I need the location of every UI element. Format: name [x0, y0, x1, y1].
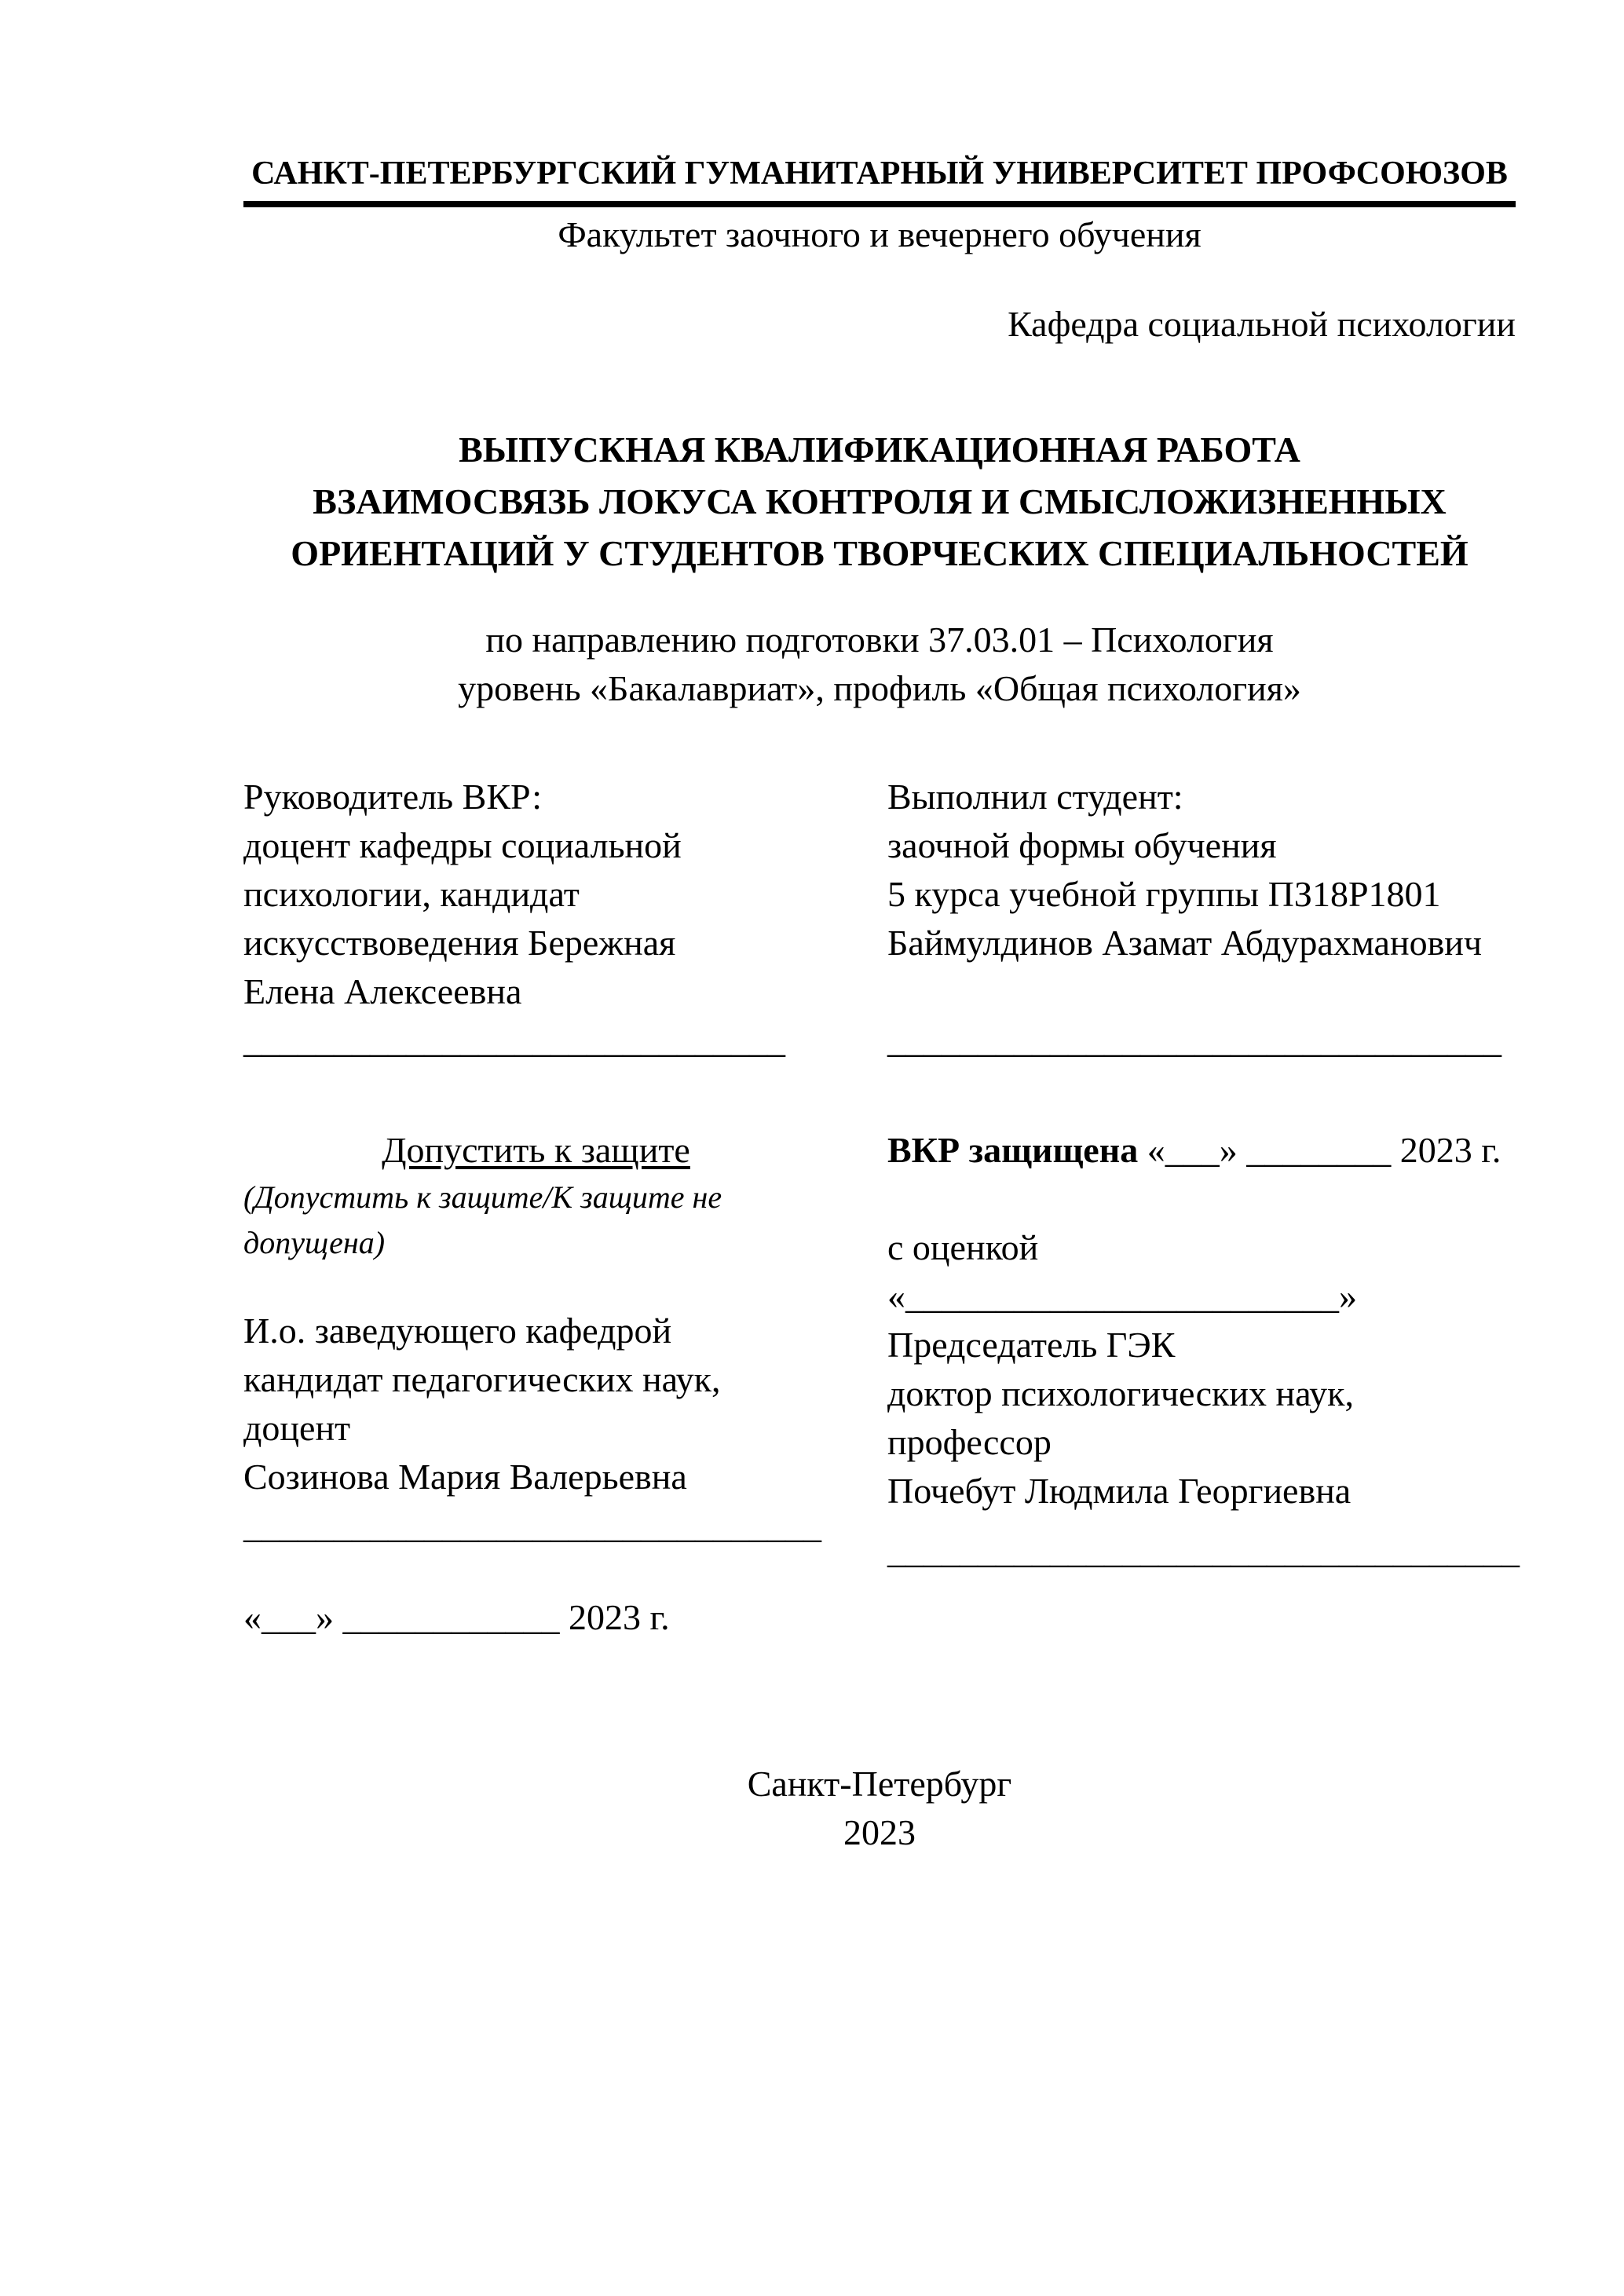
admission-official-line: И.о. заведующего кафедрой: [243, 1311, 672, 1351]
student-signature-line: __________________________________: [887, 1020, 1501, 1060]
people-columns: [243, 773, 1516, 1065]
defense-block: [887, 1126, 1520, 1642]
defense-chair-line: Председатель ГЭК: [887, 1325, 1176, 1365]
defense-grade-line: с оценкой «________________________»: [887, 1227, 1357, 1316]
defense-signature-line: ___________________________________: [887, 1530, 1520, 1570]
supervisor-line: психологии, кандидат: [243, 874, 580, 914]
approval-columns: [243, 1126, 1520, 1642]
student-label: Выполнил студент:: [887, 777, 1183, 817]
university-name: САНКТ-ПЕТЕРБУРГСКИЙ ГУМАНИТАРНЫЙ УНИВЕРСИТЕТ ПРОФСОЮЗОВ: [243, 149, 1516, 207]
supervisor-line: доцент кафедры социальной: [243, 825, 682, 865]
admission-official-name: Созинова Мария Валерьевна: [243, 1457, 687, 1497]
defense-heading: [887, 1126, 1516, 1175]
spacer: [887, 1175, 1516, 1223]
footer-city: Санкт-Петербург: [747, 1764, 1012, 1804]
defense-heading-bold: ВКР защищена: [887, 1130, 1139, 1170]
admission-heading-text: Допустить к защите: [382, 1130, 690, 1170]
defense-chair-name: Почебут Людмила Георгиевна: [887, 1471, 1352, 1511]
faculty-line: Факультет заочного и вечернего обучения: [558, 214, 1202, 254]
thesis-type-line: ВЫПУСКНАЯ КВАЛИФИКАЦИОННАЯ РАБОТА: [459, 430, 1300, 470]
admission-official-line: кандидат педагогических наук,: [243, 1359, 721, 1399]
admission-block: [243, 1126, 828, 1642]
admission-date-line: «___» ____________ 2023 г.: [243, 1597, 670, 1637]
student-line: 5 курса учебной группы ПЗ18Р1801: [887, 874, 1441, 914]
supervisor-name: Елена Алексеевна: [243, 971, 522, 1011]
thesis-title-line-2: ОРИЕНТАЦИЙ У СТУДЕНТОВ ТВОРЧЕСКИХ СПЕЦИАЛЬНОСТЕЙ: [291, 533, 1469, 573]
spacer: [243, 1266, 828, 1307]
spacer: [887, 1515, 1516, 1526]
supervisor-signature-line: ______________________________: [243, 1020, 785, 1060]
footer-year: 2023: [843, 1812, 916, 1852]
admission-heading: [243, 1126, 828, 1175]
admission-note-line: допущена): [243, 1225, 386, 1260]
student-name: Баймулдинов Азамат Абдурахманович: [887, 923, 1483, 963]
supervisor-label: Руководитель ВКР:: [243, 777, 543, 817]
defense-chair-line: профессор: [887, 1422, 1052, 1462]
thesis-title-line-1: ВЗАИМОСВЯЗЬ ЛОКУСА КОНТРОЛЯ И СМЫСЛОЖИЗНЕННЫХ: [313, 481, 1447, 521]
program-line: по направлению подготовки 37.03.01 – Психология: [485, 620, 1274, 660]
footer: [243, 1760, 1516, 1857]
supervisor-block: [243, 773, 828, 1065]
admission-official-line: доцент: [243, 1408, 351, 1448]
spacer: [243, 1550, 828, 1593]
spacer: [887, 967, 1516, 1016]
admission-note-line: (Допустить к защите/К защите не: [243, 1179, 722, 1215]
department-line: Кафедра социальной психологии: [1008, 304, 1516, 344]
level-line: уровень «Бакалавриат», профиль «Общая психология»: [458, 668, 1301, 708]
admission-signature-line: ________________________________: [243, 1505, 821, 1545]
defense-chair-line: доктор психологических наук,: [887, 1373, 1355, 1413]
thesis-title: [243, 424, 1516, 579]
page-content: [243, 149, 1520, 1857]
program-block: [243, 616, 1516, 713]
defense-heading-rest: «___» ________ 2023 г.: [1138, 1130, 1501, 1170]
student-block: [887, 773, 1516, 1065]
supervisor-line: искусствоведения Бережная: [243, 923, 676, 963]
student-line: заочной формы обучения: [887, 825, 1277, 865]
